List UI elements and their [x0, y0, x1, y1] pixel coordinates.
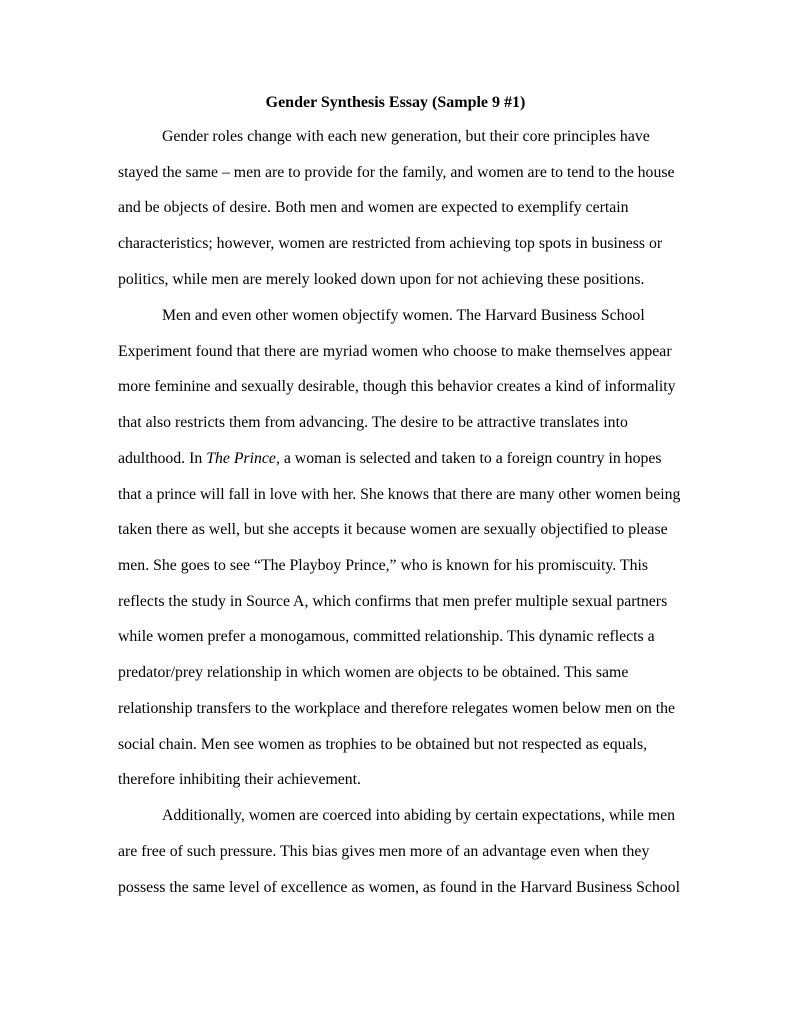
line-text: adulthood. In	[118, 450, 207, 467]
line-text: a woman is selected and taken to a foreign country in hopes	[279, 450, 662, 467]
paragraph-line: possess the same level of excellence as women, as found in the Harvard Business School	[118, 879, 680, 896]
paragraph-line: social chain. Men see women as trophies to be obtained but not respected as equals,	[118, 736, 648, 753]
paragraph-line: Additionally, women are coerced into abiding by certain expectations, while men	[162, 807, 676, 824]
paragraph-line: Experiment found that there are myriad women who choose to make themselves appear	[118, 343, 672, 360]
paragraph-line: and be objects of desire. Both men and women are expected to exemplify certain	[118, 199, 629, 216]
paragraph-line: Men and even other women objectify women. The Harvard Business School	[162, 307, 645, 324]
paragraph-line: characteristics; however, women are restricted from achieving top spots in business or	[118, 235, 663, 252]
paragraph-line: relationship transfers to the workplace and therefore relegates women below men on the	[118, 700, 676, 717]
paragraph-line	[118, 449, 678, 469]
paragraph-line: stayed the same – men are to provide for the family, and women are to tend to the house	[118, 164, 675, 181]
paragraph-line: while women prefer a monogamous, committed relationship. This dynamic reflects a	[118, 628, 655, 645]
book-title-italic: The Prince,	[206, 450, 280, 467]
paragraph-line: politics, while men are merely looked down upon for not achieving these positions.	[118, 271, 645, 288]
paragraph-line: Gender roles change with each new generation, but their core principles have	[162, 128, 650, 145]
paragraph-line: men. She goes to see “The Playboy Prince,” who is known for his promiscuity. This	[118, 557, 648, 574]
paragraph-line: taken there as well, but she accepts it because women are sexually objectified to please	[118, 521, 668, 538]
paragraph-line: predator/prey relationship in which women are objects to be obtained. This same	[118, 664, 629, 681]
paragraph-line: therefore inhibiting their achievement.	[118, 771, 362, 788]
paragraph-line: that a prince will fall in love with her. She knows that there are many other women being	[118, 486, 681, 503]
paragraph-line: are free of such pressure. This bias gives men more of an advantage even when they	[118, 843, 650, 860]
page-title: Gender Synthesis Essay (Sample 9 #1)	[265, 94, 526, 111]
paragraph-line: that also restricts them from advancing. The desire to be attractive translates into	[118, 414, 628, 431]
paragraph-line: more feminine and sexually desirable, though this behavior creates a kind of informality	[118, 378, 676, 395]
paragraph-line: reflects the study in Source A, which confirms that men prefer multiple sexual partners	[118, 593, 668, 610]
